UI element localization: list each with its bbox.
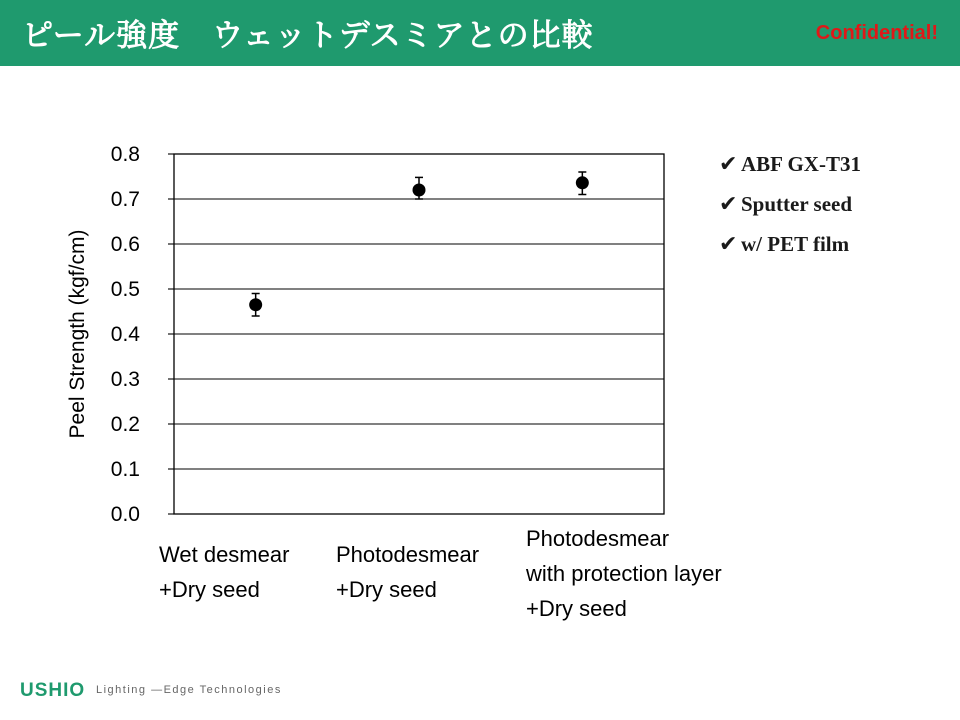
x-category-label: Photodesmear	[336, 542, 480, 567]
y-tick-label: 0.4	[110, 323, 140, 346]
data-point	[413, 184, 426, 197]
x-category-label: +Dry seed	[159, 577, 260, 602]
checklist-item	[719, 188, 861, 228]
x-category-label: with protection layer	[526, 561, 722, 586]
check-icon: ✔	[719, 192, 738, 217]
y-tick-label: 0.3	[110, 368, 140, 391]
checklist-item-label: ABF GX-T31	[741, 152, 861, 176]
check-icon: ✔	[719, 152, 738, 177]
y-tick-label: 0.7	[110, 188, 140, 211]
y-tick-label: 0.6	[110, 233, 140, 256]
data-point	[576, 176, 589, 189]
page-title: ピール強度 ウェットデスミアとの比較	[22, 18, 594, 54]
y-tick-label: 0.8	[110, 143, 140, 166]
check-icon: ✔	[719, 232, 738, 257]
checklist-item	[719, 228, 861, 268]
checklist-item	[719, 148, 861, 188]
y-tick-label: 0.0	[110, 503, 140, 526]
y-axis-label: Peel Strength (kgf/cm)	[66, 229, 89, 439]
x-category-label: +Dry seed	[336, 577, 437, 602]
ushio-logo: USHIO	[20, 680, 86, 701]
y-tick-label: 0.1	[110, 458, 140, 481]
confidential-label: Confidential!	[815, 22, 938, 44]
x-category-label: +Dry seed	[526, 596, 627, 621]
x-category-label: Photodesmear	[526, 526, 670, 551]
y-tick-label: 0.2	[110, 413, 140, 436]
checklist-item-label: Sputter seed	[741, 192, 853, 216]
y-tick-label: 0.5	[110, 278, 140, 301]
x-category-label: Wet desmear	[159, 542, 290, 567]
condition-checklist	[719, 148, 861, 268]
checklist-item-label: w/ PET film	[741, 232, 850, 256]
data-point	[249, 298, 262, 311]
footer-tagline: Lighting —Edge Technologies	[96, 684, 282, 696]
